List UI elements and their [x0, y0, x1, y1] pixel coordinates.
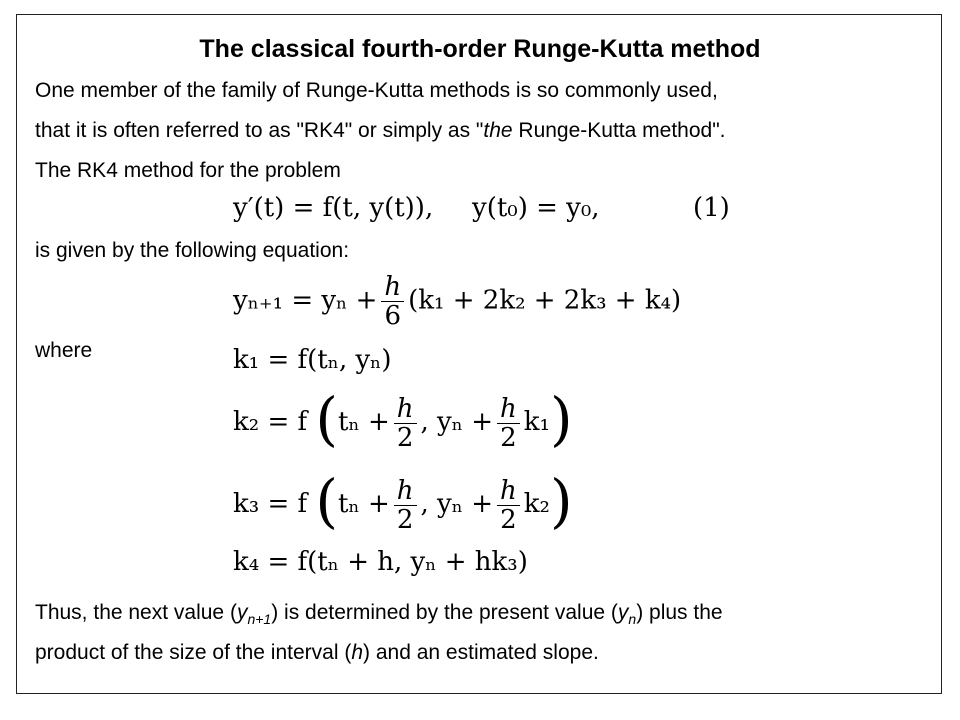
k2-open-paren: (	[315, 385, 339, 453]
fraction-numerator: h	[394, 477, 417, 506]
conclusion-2a: product of the size of the interval (	[35, 641, 352, 664]
k2-fraction-2	[497, 395, 520, 452]
equation-label: (1)	[693, 193, 730, 223]
k3-y-part: , yₙ +	[420, 489, 494, 519]
intro-line-2	[35, 119, 726, 143]
k3-fraction-2	[497, 477, 520, 534]
where-label: where	[35, 339, 93, 362]
var-y: y	[236, 601, 248, 624]
conclusion-2b: ) and an estimated slope.	[363, 641, 599, 664]
fraction-numerator: h	[497, 477, 520, 506]
k3-open-paren: (	[315, 467, 339, 535]
conclusion-line-1	[35, 601, 723, 625]
k2-close-paren: )	[549, 385, 573, 453]
k2-k-part: k₁	[523, 407, 550, 437]
fraction-numerator: h	[381, 273, 404, 302]
update-equation	[233, 273, 681, 330]
slide-title: The classical fourth-order Runge-Kutta method	[199, 35, 761, 63]
conclusion-line-2	[35, 641, 599, 665]
k2-y-part: , yₙ +	[420, 407, 494, 437]
update-lhs: yₙ₊₁ = yₙ +	[233, 285, 378, 316]
conclusion-1c: ) plus the	[636, 601, 723, 624]
var-y: y	[617, 601, 629, 624]
k4-equation: k₄ = f(tₙ + h, yₙ + hk₃)	[233, 547, 528, 577]
conclusion-1a: Thus, the next value (	[35, 601, 237, 624]
k3-close-paren: )	[549, 467, 573, 535]
fraction-denominator: 2	[500, 504, 517, 535]
fraction-numerator: h	[394, 395, 417, 424]
k2-equation	[233, 385, 573, 457]
k2-fraction-1	[394, 395, 417, 452]
k3-fraction-1	[394, 477, 417, 534]
fraction-denominator: 6	[384, 301, 402, 331]
k2-lhs: k₂ = f	[233, 407, 308, 437]
given-by-text: is given by the following equation:	[35, 239, 350, 262]
sub-n-plus-1: n+1	[247, 611, 272, 627]
problem-equation: y′(t) = f(t, y(t)),	[233, 193, 434, 223]
fraction-denominator: 2	[500, 422, 517, 453]
fraction-denominator: 2	[396, 504, 414, 535]
update-rhs: (k₁ + 2k₂ + 2k₃ + k₄)	[408, 285, 682, 316]
var-h: h	[351, 641, 364, 664]
intro-line-2-b: Runge-Kutta method".	[512, 119, 726, 142]
k3-t-part: tₙ +	[338, 489, 390, 519]
k3-k-part: k₂	[523, 489, 550, 519]
intro-line-2-em: the	[483, 119, 513, 142]
update-fraction	[381, 273, 404, 330]
intro-line-1: One member of the family of Runge-Kutta methods is so commonly used,	[35, 79, 718, 102]
slide-frame	[16, 14, 942, 694]
fraction-denominator: 2	[396, 422, 414, 453]
intro-line-3: The RK4 method for the problem	[35, 159, 341, 182]
conclusion-1b: ) is determined by the present value (	[271, 601, 618, 624]
initial-condition: y(t₀) = y₀,	[472, 193, 600, 223]
sub-n: n	[628, 611, 637, 627]
k2-t-part: tₙ +	[338, 407, 390, 437]
k1-equation: k₁ = f(tₙ, yₙ)	[233, 345, 392, 375]
fraction-numerator: h	[497, 395, 520, 424]
k3-lhs: k₃ = f	[233, 489, 308, 519]
k3-equation	[233, 467, 573, 539]
intro-line-2-a: that it is often referred to as "RK4" or simply as "	[35, 119, 484, 142]
